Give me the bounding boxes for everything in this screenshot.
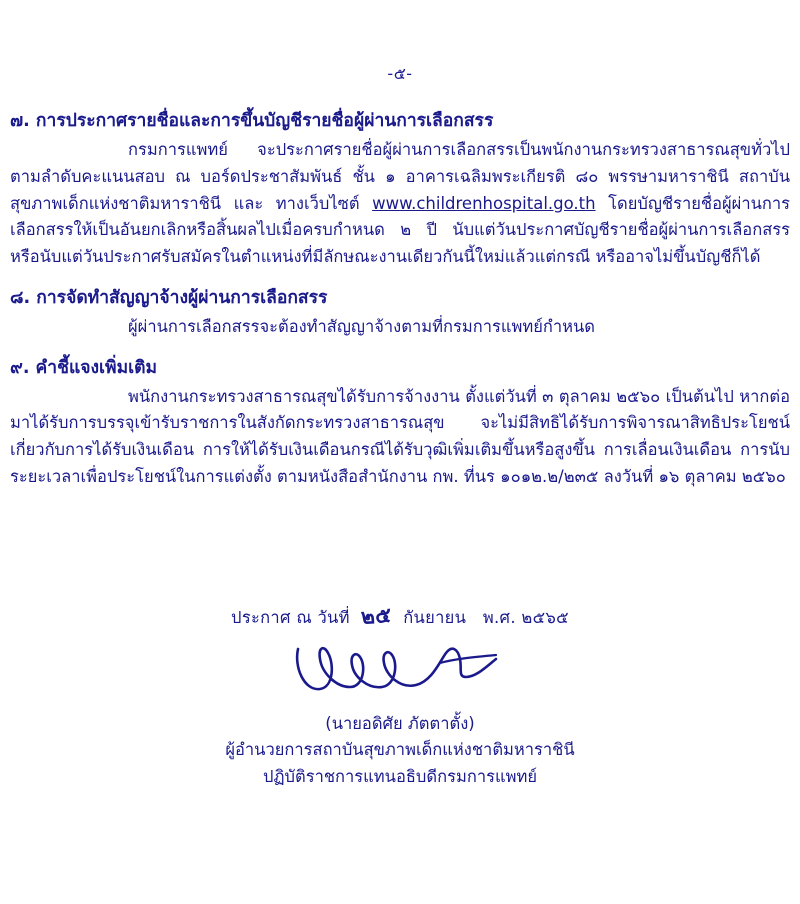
section-body-7: [10, 137, 790, 271]
announcement-prefix: ประกาศ ณ วันที่: [231, 608, 350, 627]
announcement-year: ๒๕๖๕: [521, 608, 569, 627]
signature-mark: [290, 633, 510, 711]
page-number: -๕-: [387, 64, 413, 83]
section-heading-8: ๘. การจัดทำสัญญาจ้างผู้ผ่านการเลือกสรร: [10, 287, 328, 308]
announcement-date-line: [0, 600, 800, 633]
section-heading-7: ๗. การประกาศรายชื่อและการขึ้นบัญชีรายชื่อผู้ผ่านการเลือกสรร: [10, 111, 494, 131]
section-body-7-text: กรมการแพทย์ จะประกาศรายชื่อผู้ผ่านการเลือกสรรเป็นพนักงานกระทรวงสาธารณสุขทั่วไปตามลำดับคะแนนสอบ ณ บอร์ดประชาสัมพันธ์ ชั้น ๑ อาคารเฉลิมพระเกียรติ ๘๐ พรรษามหาราชินี สถาบันสุขภาพเด็กแห่งชาติมหาราชินี และ ทางเว็บไซต์: [10, 140, 790, 213]
signature-block: [0, 600, 800, 790]
section-heading-9: ๙. คำชี้แจงเพิ่มเติม: [10, 357, 157, 378]
signer-name: (นายอดิศัย ภัตตาตั้ง): [325, 714, 475, 733]
website-link[interactable]: www.childrenhospital.go.th: [372, 193, 596, 213]
announcement-year-prefix: พ.ศ.: [482, 608, 516, 627]
announcement-month: กันยายน: [403, 608, 467, 627]
document-body: [10, 108, 790, 491]
signer-title-line1: ผู้อำนวยการสถาบันสุขภาพเด็กแห่งชาติมหาราชินี: [225, 740, 575, 760]
section-body-8: ผู้ผ่านการเลือกสรรจะต้องทำสัญญาจ้างตามที่กรมการแพทย์กำหนด: [128, 316, 596, 336]
section-body-9: พนักงานกระทรวงสาธารณสุขได้รับการจ้างงาน ตั้งแต่วันที่ ๓ ตุลาคม ๒๕๖๐ เป็นต้นไป หากต่อมาได้รับการบรรจุเข้ารับราชการในสังกัดกระทรวงสาธารณสุข จะไม่มีสิทธิได้รับการพิจารณาสิทธิประโยชน์เกี่ยวกับการได้รับเงินเดือน การให้ได้รับเงินเดือนกรณีได้รับวุฒิเพิ่มเติมขึ้นหรือสูงขึ้น การเลื่อนเงินเดือน การนับระยะเวลาเพื่อประโยชน์ในการแต่งตั้ง ตามหนังสือสำนักงาน กพ. ที่นร ๑๐๑๒.๒/๒๓๕ ลงวันที่ ๑๖ ตุลาคม ๒๕๖๐: [10, 386, 790, 486]
signer-title-line2: ปฏิบัติราชการแทนอธิบดีกรมการแพทย์: [262, 766, 538, 786]
section-body-7-text-after: โดยบัญชีรายชื่อผู้ผ่านการเลือกสรรให้เป็นอันยกเลิกหรือสิ้นผลไปเมื่อครบกำหนด ๒ ปี นับแต่วันประกาศบัญชีรายชื่อผู้ผ่านการเลือกสรร หรือนับแต่วันประกาศรับสมัครในตำแหน่งที่มีลักษณะงานเดียวกันนี้ใหม่แล้วแต่กรณี หรืออาจไม่ขึ้นบัญชีก็ได้: [10, 193, 791, 266]
announcement-day: ๒๕: [360, 602, 393, 630]
handwritten-signature: [0, 633, 800, 711]
